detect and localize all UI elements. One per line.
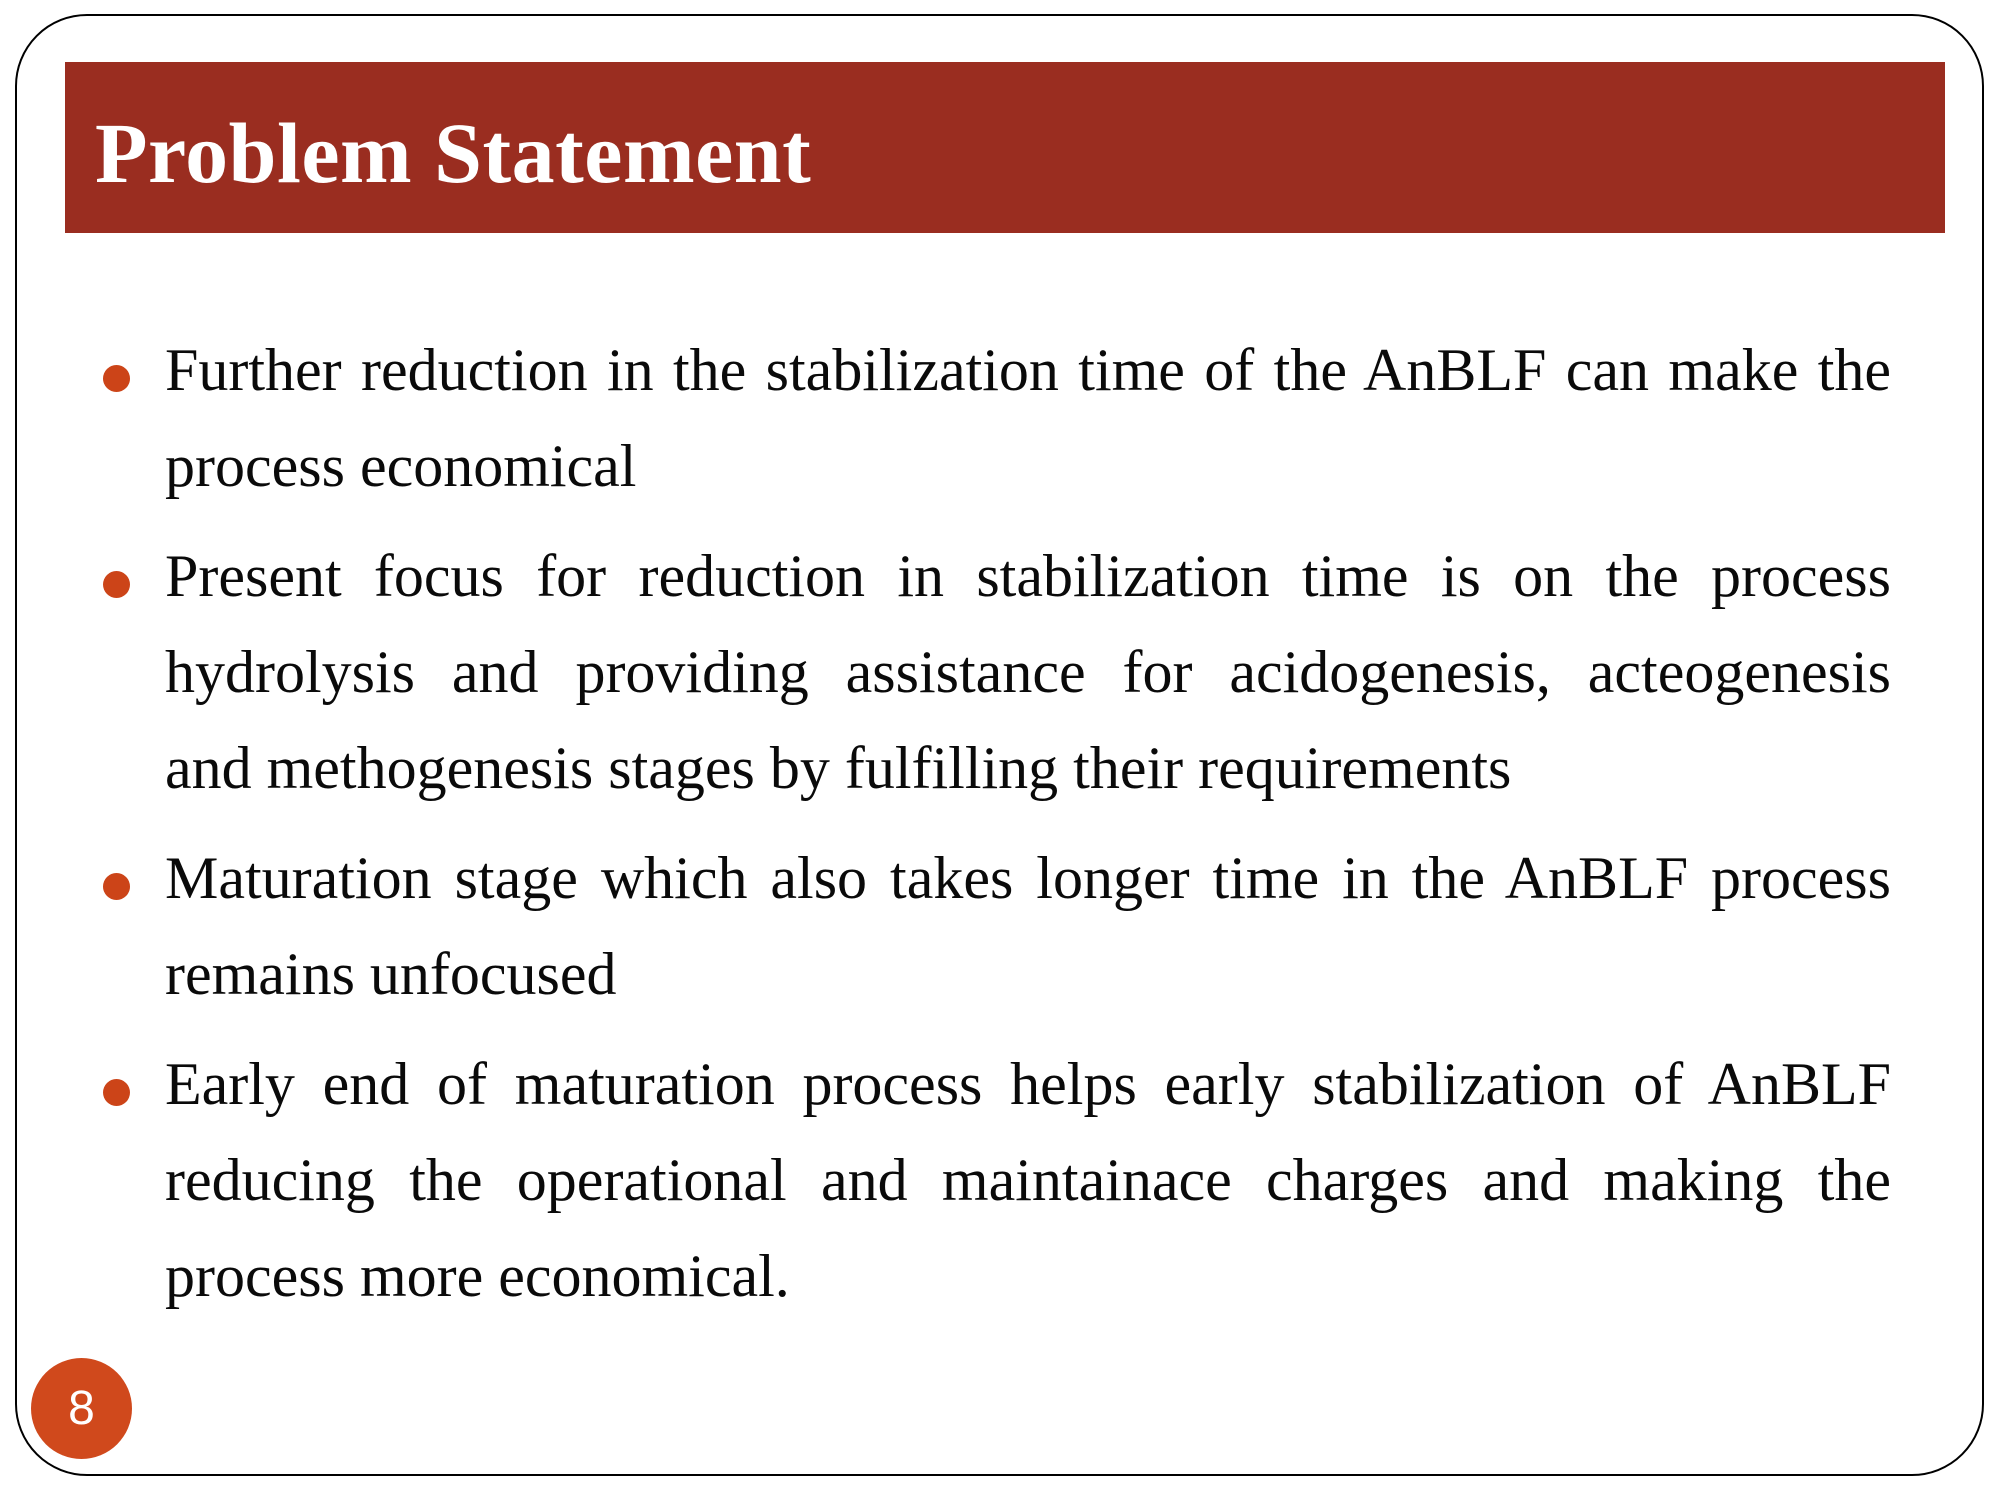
- bullet-line: Maturation stage which also takes longer time in the AnBLF process: [165, 845, 1891, 911]
- bullet-line: hydrolysis and providing assistance for acidogenesis, acteogenesis: [165, 639, 1891, 705]
- bullet-line: Present focus for reduction in stabilization time is on the process: [165, 543, 1891, 609]
- bullet-list: [165, 322, 1891, 1338]
- bullet-line: Early end of maturation process helps early stabilization of AnBLF: [165, 1051, 1891, 1117]
- page-number: 8: [68, 1382, 95, 1435]
- bullet-item: [165, 322, 1891, 514]
- bullet-item: [165, 830, 1891, 1022]
- bullet-item: [165, 528, 1891, 816]
- bullet-dot-icon: [103, 1079, 130, 1106]
- bullet-dot-icon: [103, 571, 130, 598]
- bullet-item: [165, 1036, 1891, 1324]
- page-number-badge: [31, 1358, 132, 1459]
- bullet-line: process economical: [165, 433, 637, 499]
- bullet-dot-icon: [103, 873, 130, 900]
- slide-title: Problem Statement: [95, 104, 812, 201]
- title-bar: [65, 62, 1945, 233]
- bullet-line: remains unfocused: [165, 941, 617, 1007]
- bullet-line: and methogenesis stages by fulfilling their requirements: [165, 735, 1512, 801]
- bullet-line: Further reduction in the stabilization time of the AnBLF can make the: [165, 337, 1891, 403]
- bullet-line: process more economical.: [165, 1243, 790, 1309]
- bullet-dot-icon: [103, 365, 130, 392]
- bullet-line: reducing the operational and maintainace charges and making the: [165, 1147, 1891, 1213]
